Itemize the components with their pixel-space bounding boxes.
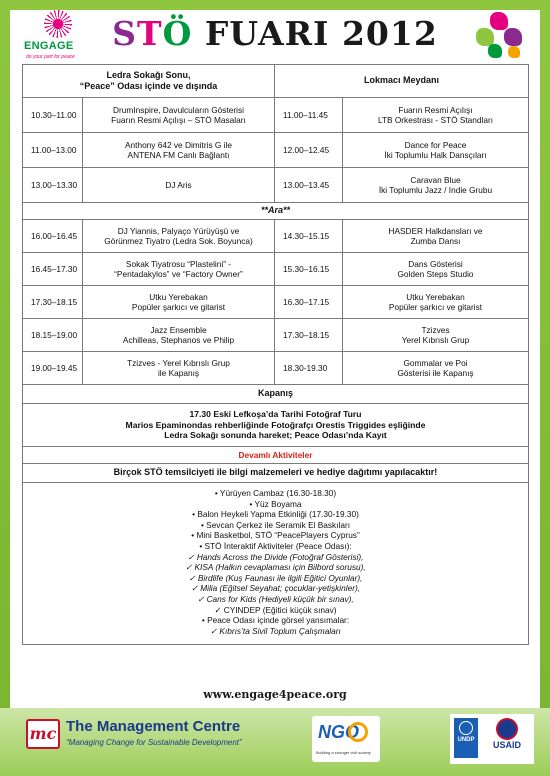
venue-header-row [23, 65, 529, 98]
activities-cell [23, 483, 529, 645]
break-row [23, 203, 529, 220]
right-time: 15.30–16.15 [275, 253, 343, 286]
right-event: Caravan Blue İki Toplumlu Jazz / Indie Grubu [343, 168, 529, 203]
closing-row [23, 385, 529, 404]
right-time: 14.30–15.15 [275, 220, 343, 253]
info-line: Birçok STÖ temsilciyeti ile bilgi malzemeleri ve hediye dağıtımı yapılacaktır! [23, 464, 529, 483]
interactive-item: ✓ CYINDEP (Eğitici küçük sınav) [214, 604, 337, 615]
closing-label: Kapanış [23, 385, 529, 404]
right-time: 13.00–13.45 [275, 168, 343, 203]
donor-logos [450, 714, 534, 764]
photo-tour-text: 17.30 Eski Lefkoşa’da Tarihi Fotoğraf Turu Marios Epaminondas rehberliğinde Fotoğrafçı Orestis Triggides eşliğinde Ledra Sokağı sonunda hareket; Peace Odası’nda Kayıt [23, 404, 529, 447]
ngo-ring-icon [348, 722, 368, 742]
activity-item: • Mini Basketbol, STÖ “PeacePlayers Cyprus” [191, 530, 360, 541]
title-letter-o: Ö [162, 14, 193, 53]
right-event: Fuarın Resmi Açılışı LTB Orkestrası - STÖ Standları [343, 98, 529, 133]
engage-logo-word: ENGAGE [24, 40, 74, 52]
right-time: 11.00–11.45 [275, 98, 343, 133]
right-time: 17.30–18.15 [275, 319, 343, 352]
activities-list [25, 484, 526, 643]
left-time: 16.45–17.30 [23, 253, 83, 286]
hands-logo-icon [474, 10, 530, 66]
un-globe-icon [459, 721, 473, 735]
venue-right: Lokmacı Meydanı [275, 65, 529, 98]
usaid-label: USAID [492, 740, 521, 750]
left-event: DJ Aris [83, 168, 275, 203]
interactive-item: ✓ Milia (Eğitsel Seyahat; çocuklar-yetişkinler), [190, 583, 361, 594]
right-event: Dans Gösterisi Golden Steps Studio [343, 253, 529, 286]
break-label: **Ara** [23, 203, 529, 220]
left-event: Anthony 642 ve Dimitris G ile ANTENA FM Canlı Bağlantı [83, 133, 275, 168]
left-time: 11.00–13.00 [23, 133, 83, 168]
schedule-row [23, 133, 529, 168]
activity-item: • Peace Odası içinde görsel yansımalar: [201, 615, 350, 626]
left-time: 10.30–11.00 [23, 98, 83, 133]
right-event: Tzizves Yerel Kıbrıslı Grup [343, 319, 529, 352]
left-event: Utku Yerebakan Popüler şarkıcı ve gitarist [83, 286, 275, 319]
activity-item: • Yüz Boyama [249, 498, 302, 509]
management-centre-logo [26, 716, 286, 756]
ongoing-label: Devamlı Aktiviteler [23, 447, 529, 464]
right-time: 16.30–17.15 [275, 286, 343, 319]
schedule-row [23, 168, 529, 203]
interactive-item: ✓ KISA (Halkın cevaplaması için Bilbord sorusu), [185, 562, 366, 573]
left-event: DJ Yiannis, Palyaço Yürüyüşü ve Görünmez Tiyatro (Ledra Sok. Boyunca) [83, 220, 275, 253]
left-time: 17.30–18.15 [23, 286, 83, 319]
venue-left: Ledra Sokağı Sonu, “Peace” Odası içinde ve dışında [23, 65, 275, 98]
usaid-seal-icon [496, 718, 518, 740]
right-time: 18.30-19.30 [275, 352, 343, 385]
activity-item: • Yürüyen Cambaz (16.30-18.30) [214, 488, 337, 498]
ongoing-row [23, 447, 529, 464]
schedule-morning [23, 98, 529, 203]
engage-logo-tagline: do your part for peace [26, 54, 75, 60]
interactive-item: ✓ Hands Across the Divide (Fotoğraf Gösterisi), [187, 551, 364, 562]
undp-label: UNDP [457, 737, 475, 743]
page-title [110, 14, 440, 53]
interactive-item: ✓ Kıbrıs’ta Sivil Toplum Çalışmaları [210, 625, 341, 636]
activity-item: • Sevcan Çerkez ile Seramik El Baskıları [200, 519, 351, 530]
right-event: HASDER Halkdansları ve Zumba Dansı [343, 220, 529, 253]
title-rest: FUARI 2012 [192, 14, 438, 53]
left-time: 13.00–13.30 [23, 168, 83, 203]
schedule-row [23, 98, 529, 133]
activity-item: • Balon Heykeli Yapma Etkinliği (17.30-19.30) [192, 509, 359, 520]
left-time: 19.00–19.45 [23, 352, 83, 385]
left-time: 18.15–19.00 [23, 319, 83, 352]
schedule-row [23, 220, 529, 253]
schedule-row [23, 319, 529, 352]
left-event: Jazz Ensemble Achilleas, Stephanos ve Philip [83, 319, 275, 352]
left-event: Sokak Tiyatrosu “Plastelini” - “Pentadakylos” ve “Factory Owner” [83, 253, 275, 286]
interactive-item: ✓ Cans for Kids (Hediyeli küçük bir sınav), [197, 594, 354, 605]
right-event: Utku Yerebakan Popüler şarkıcı ve gitarist [343, 286, 529, 319]
schedule-table [22, 64, 529, 645]
left-event: Tzizves - Yerel Kıbrıslı Grup ile Kapanış [83, 352, 275, 385]
starburst-icon [44, 10, 72, 38]
right-time: 12.00–12.45 [275, 133, 343, 168]
title-letter-t: T [137, 14, 163, 53]
usaid-logo [484, 718, 530, 758]
right-event: Gommalar ve Poi Gösterisi ile Kapanış [343, 352, 529, 385]
activities-row [23, 483, 529, 645]
left-event: DrumInspire, Davulcuların Gösterisi Fuarın Resmi Açılışı – STÖ Masaları [83, 98, 275, 133]
website-link[interactable]: www.engage4peace.org [203, 688, 347, 701]
ngo-caption: Building a stronger civil society [316, 750, 371, 755]
schedule-afternoon [23, 220, 529, 385]
activity-item: • STÖ İnteraktif Aktiviteler (Peace Odası): [199, 541, 352, 552]
title-letter-s: S [112, 14, 138, 53]
interactive-item: ✓ Birdlife (Kuş Faunası ile ilgili Eğitici Oyunlar), [188, 572, 363, 583]
left-time: 16.00–16.45 [23, 220, 83, 253]
undp-logo [454, 718, 478, 758]
ngo-text: NGO [318, 722, 360, 742]
mc-logo-icon: mc [26, 719, 60, 749]
ngo-support-logo [312, 716, 380, 762]
schedule-row [23, 286, 529, 319]
schedule-row [23, 253, 529, 286]
mc-name: The Management Centre [66, 718, 241, 735]
right-event: Dance for Peace İki Toplumlu Halk Dansçıları [343, 133, 529, 168]
schedule-row [23, 352, 529, 385]
info-row [23, 464, 529, 483]
photo-tour-row [23, 404, 529, 447]
mc-tagline: “Managing Change for Sustainable Development” [66, 738, 242, 747]
engage-logo [24, 10, 94, 64]
